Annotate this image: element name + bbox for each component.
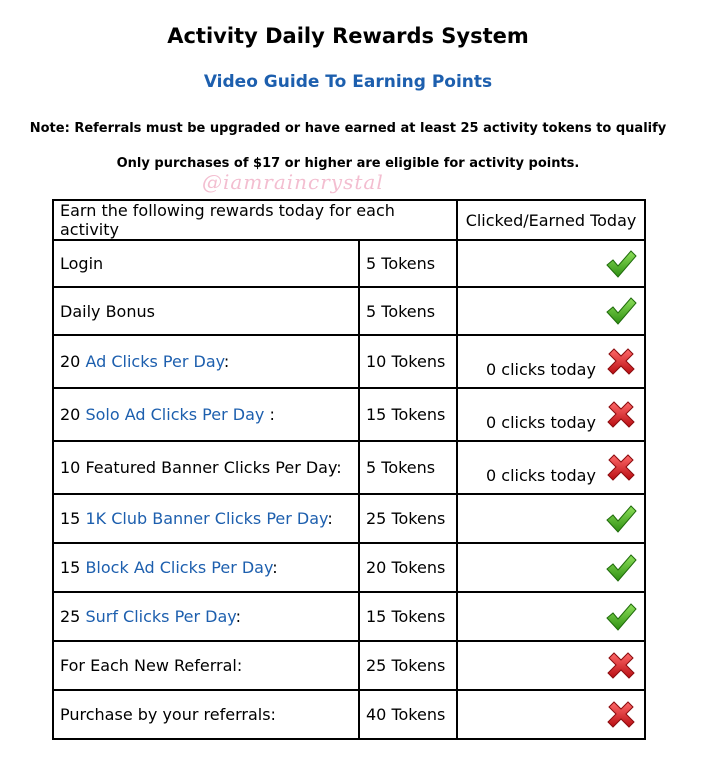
activity-label: 10 Featured Banner Clicks Per Day: xyxy=(60,458,342,477)
reward-value: 15 Tokens xyxy=(359,592,457,641)
status-cell xyxy=(457,494,645,543)
activity-cell xyxy=(53,388,359,441)
activity-cell xyxy=(53,592,359,641)
reward-value: 25 Tokens xyxy=(359,641,457,690)
activity-label: : xyxy=(223,352,230,371)
clicks-today: 0 clicks today xyxy=(486,413,596,432)
reward-value: 15 Tokens xyxy=(359,388,457,441)
activity-column-header: Earn the following rewards today for each activity xyxy=(53,200,457,240)
activity-label: : xyxy=(264,405,275,424)
clicks-today: 0 clicks today xyxy=(486,466,596,485)
reward-value: 5 Tokens xyxy=(359,441,457,494)
table-row xyxy=(53,690,645,739)
table-header-row xyxy=(53,200,645,240)
checkmark-icon xyxy=(604,600,638,634)
video-guide-link[interactable]: Video Guide To Earning Points xyxy=(203,72,493,92)
reward-value: 20 Tokens xyxy=(359,543,457,592)
table-row xyxy=(53,592,645,641)
status-cell xyxy=(457,335,645,388)
table-row xyxy=(53,543,645,592)
activity-cell xyxy=(53,690,359,739)
reward-value: 10 Tokens xyxy=(359,335,457,388)
status-cell xyxy=(457,287,645,335)
activity-count: 20 xyxy=(60,352,86,371)
activity-link[interactable]: Solo Ad Clicks Per Day xyxy=(85,405,265,424)
checkmark-icon xyxy=(604,551,638,585)
activity-label: : xyxy=(235,607,241,626)
reward-value: 5 Tokens xyxy=(359,240,457,287)
referral-note: Note: Referrals must be upgraded or have earned at least 25 activity tokens to qualify xyxy=(29,121,667,136)
status-cell xyxy=(457,641,645,690)
activity-label: Daily Bonus xyxy=(60,301,155,321)
table-row xyxy=(53,441,645,494)
cross-icon xyxy=(604,345,638,379)
table-row xyxy=(53,240,645,287)
checkmark-icon xyxy=(604,502,638,536)
table-row xyxy=(53,494,645,543)
activity-link[interactable]: Surf Clicks Per Day xyxy=(85,607,236,626)
status-cell xyxy=(457,690,645,739)
table-row xyxy=(53,335,645,388)
page-title: Activity Daily Rewards System xyxy=(167,24,529,48)
cross-icon xyxy=(604,451,638,485)
checkmark-icon xyxy=(604,294,638,328)
status-column-header: Clicked/Earned Today xyxy=(457,200,645,240)
activity-label: : xyxy=(272,558,278,577)
cross-icon xyxy=(604,649,638,683)
activity-label: Purchase by your referrals: xyxy=(60,705,276,724)
rewards-table xyxy=(52,199,646,740)
reward-value: 5 Tokens xyxy=(359,287,457,335)
table-row xyxy=(53,641,645,690)
activity-link[interactable]: Ad Clicks Per Day xyxy=(85,352,224,371)
activity-cell xyxy=(53,335,359,388)
activity-link[interactable]: Block Ad Clicks Per Day xyxy=(85,558,273,577)
activity-cell xyxy=(53,641,359,690)
activity-count: 20 xyxy=(60,405,86,424)
status-cell xyxy=(457,543,645,592)
reward-value: 25 Tokens xyxy=(359,494,457,543)
activity-cell xyxy=(53,441,359,494)
activity-count: 15 xyxy=(60,509,86,528)
activity-count: 25 xyxy=(60,607,86,626)
cross-icon xyxy=(604,698,638,732)
purchase-note: Only purchases of $17 or higher are eligible for activity points. xyxy=(116,156,580,171)
activity-cell xyxy=(53,543,359,592)
watermark: @iamraincrystal xyxy=(202,170,384,194)
table-row xyxy=(53,287,645,335)
activity-label: For Each New Referral: xyxy=(60,656,243,675)
checkmark-icon xyxy=(604,247,638,281)
activity-label: : xyxy=(327,509,333,528)
activity-link[interactable]: 1K Club Banner Clicks Per Day xyxy=(85,509,328,528)
status-cell xyxy=(457,388,645,441)
activity-cell xyxy=(53,494,359,543)
clicks-today: 0 clicks today xyxy=(486,360,596,379)
status-cell xyxy=(457,240,645,287)
activity-cell xyxy=(53,240,359,287)
activity-count: 15 xyxy=(60,558,86,577)
reward-value: 40 Tokens xyxy=(359,690,457,739)
activity-cell xyxy=(53,287,359,335)
cross-icon xyxy=(604,398,638,432)
activity-label: Login xyxy=(60,254,104,273)
table-row xyxy=(53,388,645,441)
status-cell xyxy=(457,592,645,641)
status-cell xyxy=(457,441,645,494)
